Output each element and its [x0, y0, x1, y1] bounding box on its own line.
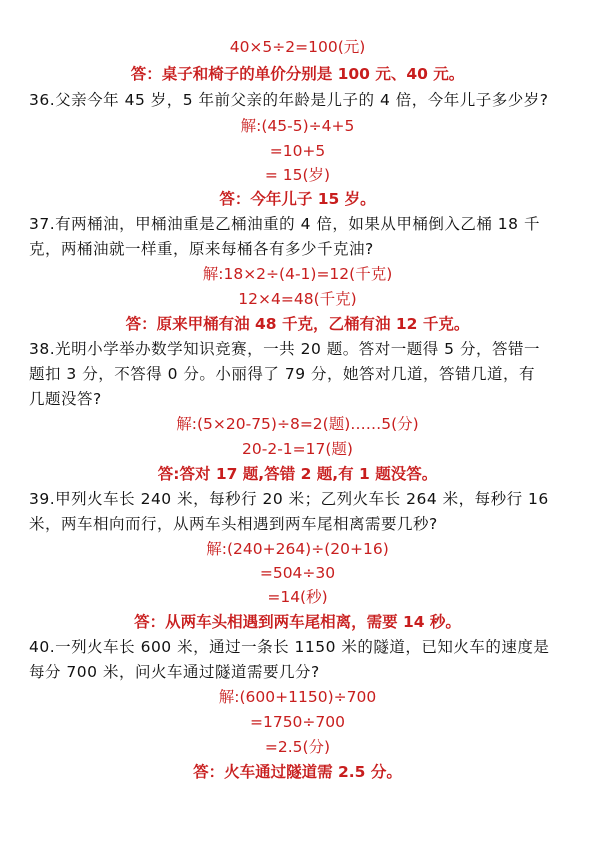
solution-line: 12×4=48(千克) — [238, 290, 357, 308]
solution-line: =1750÷700 — [249, 713, 345, 731]
question-38-line-1: 38.光明小学举办数学知识竞赛，一共 20 题。答对一题得 5 分，答错一 — [29, 340, 540, 358]
solution-line: =10+5 — [269, 142, 326, 160]
question-38-line-3: 几题没答? — [29, 390, 102, 408]
question-38-line-2: 题扣 3 分，不答得 0 分。小丽得了 79 分，她答对几道，答错几道，有 — [29, 365, 536, 383]
solution-line: = 15(岁) — [264, 166, 331, 184]
question-39-line-1: 39.甲列火车长 240 米，每秒行 20 米；乙列火车长 264 米，每秒行 16 — [29, 490, 549, 508]
solution-line: 40×5÷2=100(元) — [229, 38, 366, 56]
question-40-line-2: 每分 700 米，问火车通过隧道需要几分? — [29, 663, 320, 681]
question-39-line-2: 米，两车相向而行，从两车头相遇到两车尾相离需要几秒? — [29, 515, 438, 533]
answer-line: 答：火车通过隧道需 2.5 分。 — [193, 763, 402, 781]
solution-line: 解:(45-5)÷4+5 — [240, 117, 355, 135]
answer-line: 答:答对 17 题,答错 2 题,有 1 题没答。 — [157, 465, 438, 483]
question-37-line-1: 37.有两桶油，甲桶油重是乙桶油重的 4 倍，如果从甲桶倒入乙桶 18 千 — [29, 215, 540, 233]
solution-line: 解:(5×20-75)÷8=2(题)……5(分) — [176, 415, 419, 433]
question-37-line-2: 克，两桶油就一样重，原来每桶各有多少千克油? — [29, 240, 374, 258]
solution-line: 解:18×2÷(4-1)=12(千克) — [202, 265, 393, 283]
solution-line: =2.5(分) — [264, 738, 331, 756]
answer-line: 答：今年儿子 15 岁。 — [219, 190, 376, 208]
answer-line: 答：从两车头相遇到两车尾相离，需要 14 秒。 — [134, 613, 461, 631]
solution-line: =14(秒) — [267, 588, 328, 606]
solution-line: 解:(240+264)÷(20+16) — [206, 540, 389, 558]
solution-line: 解:(600+1150)÷700 — [218, 688, 377, 706]
solution-line: =504÷30 — [259, 564, 336, 582]
question-40-line-1: 40.一列火车长 600 米，通过一条长 1150 米的隧道，已知火车的速度是 — [29, 638, 550, 656]
solution-line: 20-2-1=17(题) — [242, 440, 353, 458]
answer-line: 答：原来甲桶有油 48 千克，乙桶有油 12 千克。 — [125, 315, 470, 333]
answer-line: 答：桌子和椅子的单价分别是 100 元、40 元。 — [130, 65, 465, 83]
question-36-line-1: 36.父亲今年 45 岁，5 年前父亲的年龄是儿子的 4 倍，今年儿子多少岁? — [29, 91, 549, 109]
